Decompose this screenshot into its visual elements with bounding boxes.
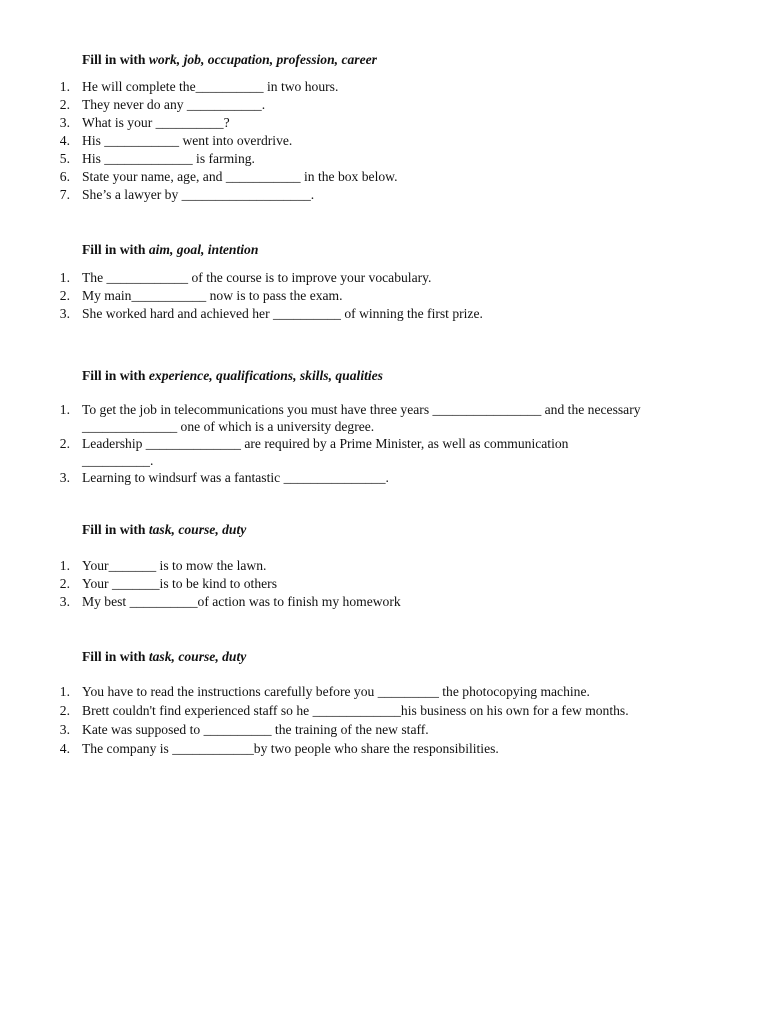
item-number: 3.	[59, 470, 70, 485]
list-item	[0, 593, 401, 611]
list-item	[0, 168, 397, 186]
item-text: They never do any ___________.	[82, 97, 266, 112]
item-text: Kate was supposed to __________ the training of the new staff.	[82, 722, 429, 737]
item-text: Your _______is to be kind to others	[82, 576, 277, 591]
item-number: 3.	[59, 115, 70, 130]
list-item	[0, 469, 662, 486]
item-text: Leadership ______________ are required by a Prime Minister, as well as communication __________.	[82, 436, 569, 468]
list-item	[0, 269, 483, 287]
heading-words: work, job, occupation, profession, career	[148, 52, 377, 67]
heading-lead: Fill in with	[82, 368, 149, 383]
item-text: His _____________ is farming.	[82, 151, 255, 166]
item-number: 3.	[59, 306, 70, 321]
item-number: 4.	[59, 741, 70, 756]
section-1-heading	[82, 51, 377, 69]
section-2-heading	[82, 241, 258, 259]
item-number: 1.	[59, 558, 70, 573]
list-item	[0, 401, 662, 435]
item-text: To get the job in telecommunications you must have three years ________________ and the necessary ______________ one of which is a university degree.	[82, 402, 641, 434]
heading-words: task, course, duty	[148, 649, 247, 664]
item-text: You have to read the instructions carefully before you _________ the photocopying machine.	[82, 684, 590, 699]
section-1-list	[0, 78, 397, 204]
item-number: 5.	[59, 151, 70, 166]
item-number: 2.	[59, 703, 70, 718]
item-text: State your name, age, and ___________ in the box below.	[82, 169, 398, 184]
section-5-list	[0, 682, 629, 758]
item-text: Your_______ is to mow the lawn.	[82, 558, 267, 573]
heading-lead: Fill in with	[82, 52, 149, 67]
list-item	[0, 150, 397, 168]
item-text: The company is ____________by two people who share the responsibilities.	[82, 741, 499, 756]
list-item	[0, 287, 483, 305]
section-4-heading	[82, 521, 246, 539]
item-text: My main___________ now is to pass the exam.	[82, 288, 343, 303]
item-number: 1.	[59, 684, 70, 699]
item-text: He will complete the__________ in two hours.	[82, 79, 339, 94]
item-number: 2.	[59, 97, 70, 112]
section-2-list	[0, 269, 483, 323]
list-item	[0, 682, 629, 701]
list-item	[0, 96, 397, 114]
item-number: 1.	[59, 402, 70, 417]
item-number: 6.	[59, 169, 70, 184]
list-item	[0, 305, 483, 323]
item-number: 7.	[59, 187, 70, 202]
item-text: My best __________of action was to finish my homework	[82, 594, 401, 609]
item-number: 1.	[59, 79, 70, 94]
list-item	[0, 132, 397, 150]
item-number: 3.	[59, 594, 70, 609]
item-text: What is your __________?	[82, 115, 230, 130]
list-item	[0, 78, 397, 96]
item-text: She worked hard and achieved her __________ of winning the first prize.	[82, 306, 483, 321]
heading-words: experience, qualifications, skills, qualities	[148, 368, 383, 383]
section-4-list	[0, 557, 401, 611]
item-text: Learning to windsurf was a fantastic _______________.	[82, 470, 389, 485]
section-5-heading	[82, 648, 246, 666]
list-item	[0, 114, 397, 132]
item-text: His ___________ went into overdrive.	[82, 133, 293, 148]
list-item	[0, 575, 401, 593]
list-item	[0, 435, 642, 469]
item-number: 2.	[59, 288, 70, 303]
list-item	[0, 739, 629, 758]
list-item	[0, 186, 397, 204]
item-number: 2.	[59, 436, 70, 451]
item-text: Brett couldn't find experienced staff so he _____________his business on his own for a few months.	[82, 703, 629, 718]
item-text: The ____________ of the course is to improve your vocabulary.	[82, 270, 432, 285]
heading-lead: Fill in with	[82, 242, 149, 257]
item-number: 2.	[59, 576, 70, 591]
item-number: 3.	[59, 722, 70, 737]
heading-lead: Fill in with	[82, 649, 149, 664]
heading-words: aim, goal, intention	[148, 242, 259, 257]
list-item	[0, 701, 629, 720]
item-number: 4.	[59, 133, 70, 148]
section-3-list	[0, 401, 662, 486]
heading-lead: Fill in with	[82, 522, 149, 537]
heading-words: task, course, duty	[148, 522, 247, 537]
section-3-heading	[82, 367, 383, 385]
list-item	[0, 557, 401, 575]
list-item	[0, 720, 629, 739]
item-number: 1.	[59, 270, 70, 285]
item-text: She’s a lawyer by ___________________.	[82, 187, 315, 202]
